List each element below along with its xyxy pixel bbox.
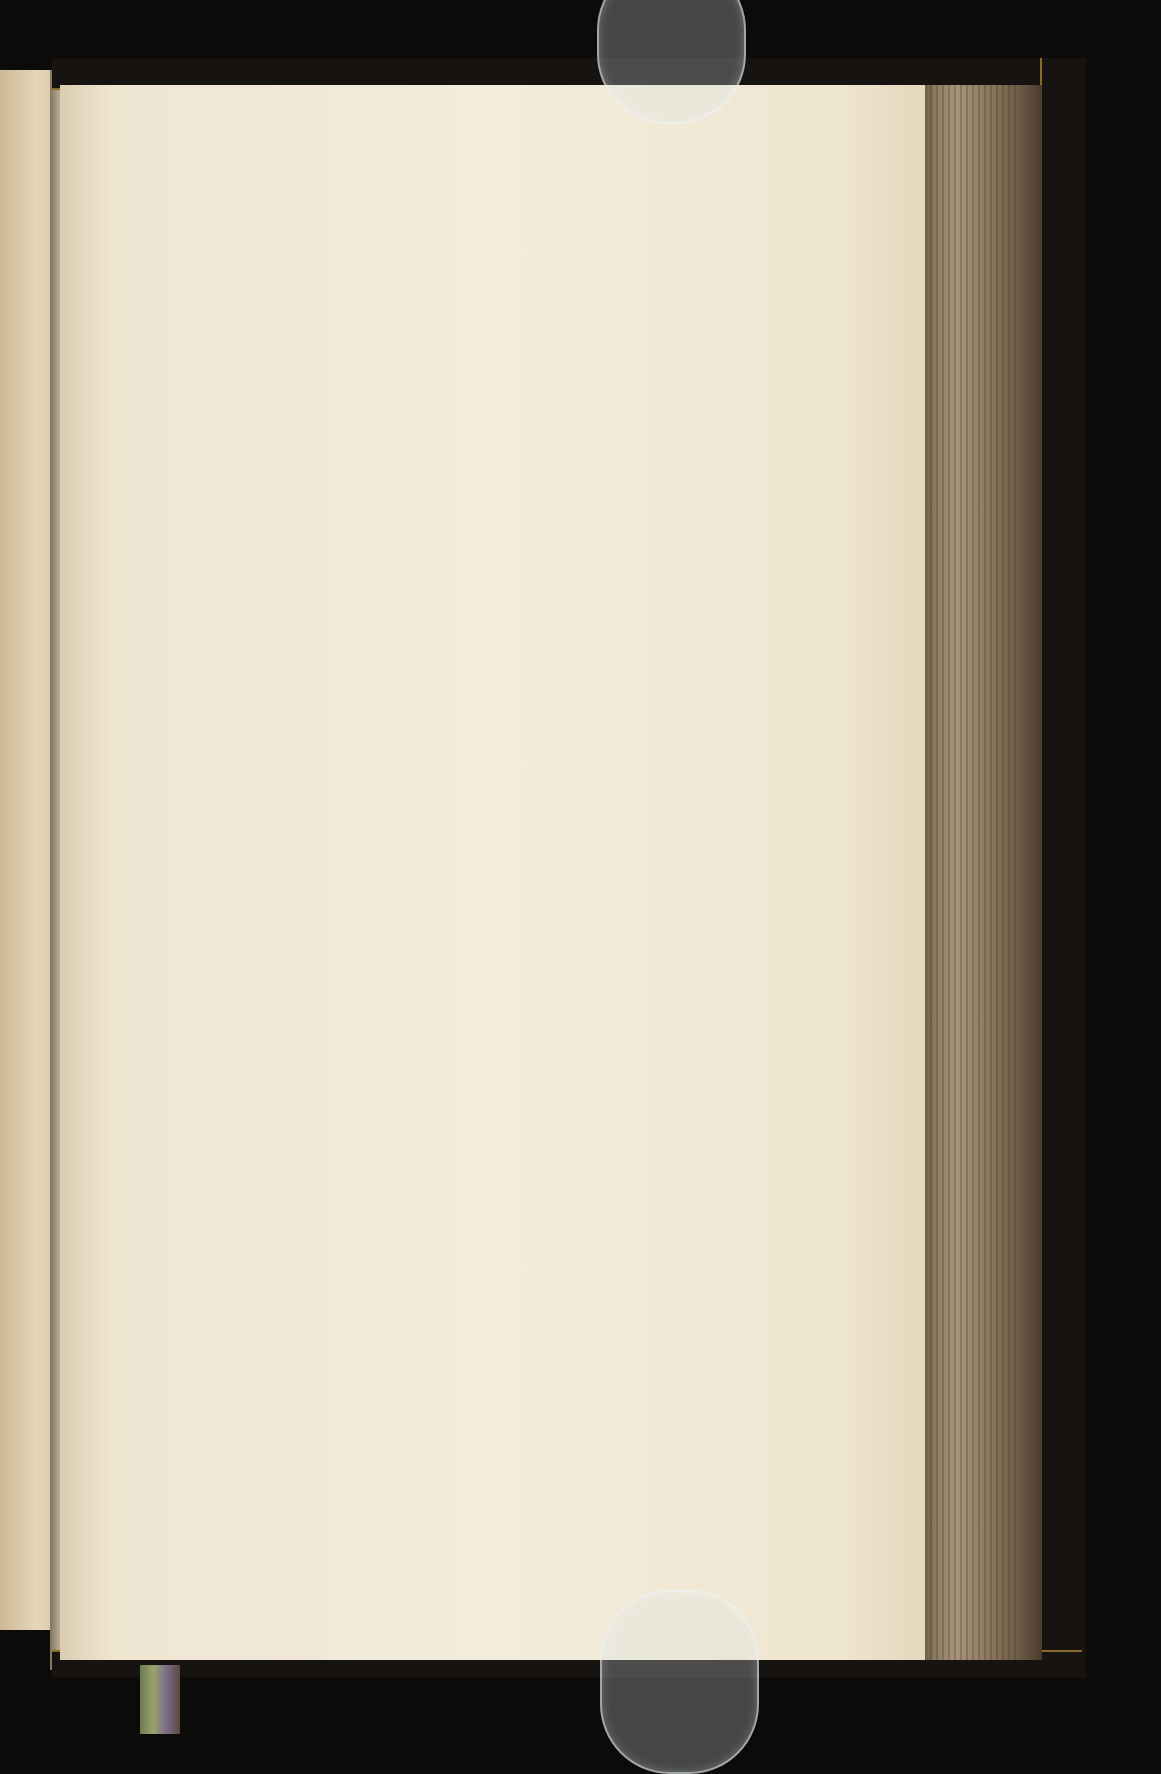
page-clip-bottom [600, 1590, 759, 1774]
gilt-border-right [1040, 58, 1086, 1678]
signature-mark [570, 1483, 630, 1533]
catchword [700, 1483, 830, 1533]
page-edges [930, 85, 1020, 1660]
ribbon-bookmark [140, 1665, 180, 1734]
page-number [750, 122, 870, 178]
gilt-ornament-top [52, 58, 1082, 88]
gilt-ornament-right [1042, 58, 1086, 1678]
book-page [60, 85, 925, 1660]
running-title [285, 118, 645, 178]
